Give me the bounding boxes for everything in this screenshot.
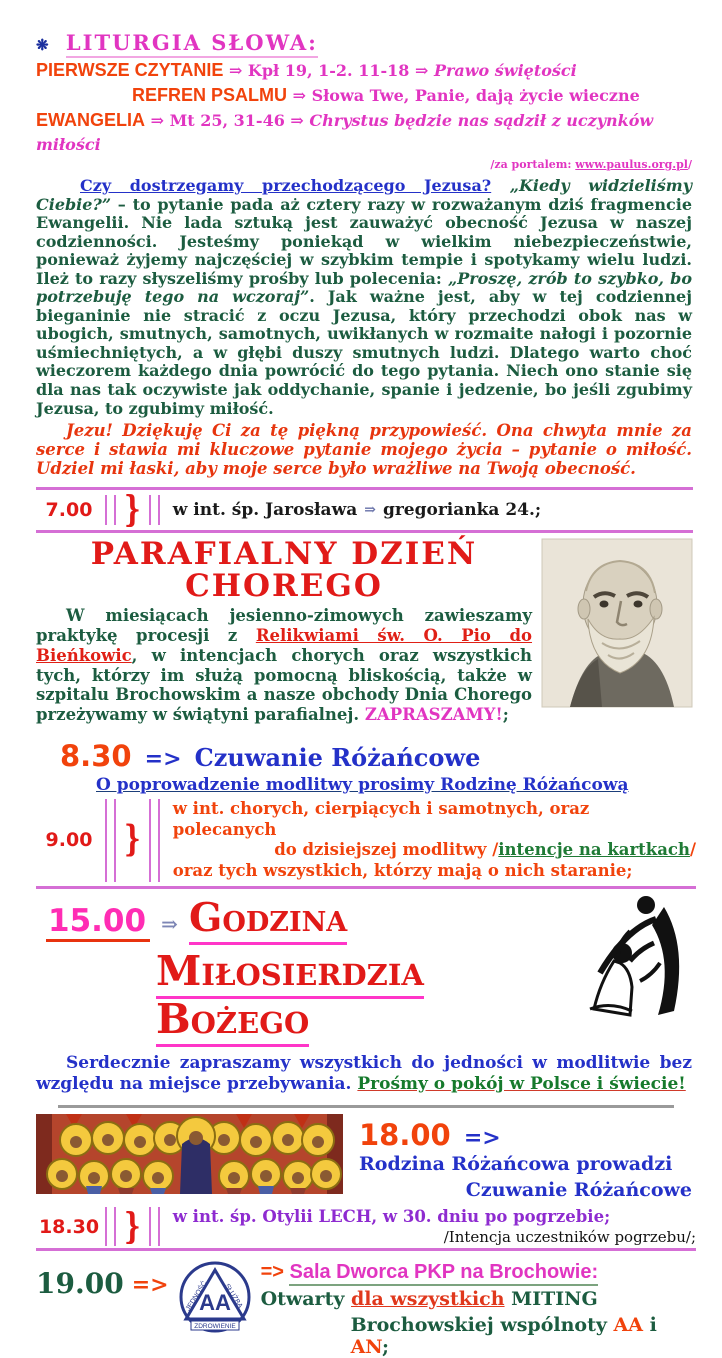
- cta-end: ;: [502, 705, 509, 725]
- psalm-label: REFREN PSALMU: [132, 85, 288, 105]
- vigil-1800-text: [359, 1114, 692, 1203]
- mass-intention: [163, 799, 696, 882]
- intention-line-2-pre: do dzisiejszej modlitwy /: [274, 840, 499, 860]
- meeting-open-line: [261, 1288, 692, 1310]
- meditation-lead-question: Czy dostrzegamy przechodzącego Jezusa?: [80, 176, 492, 195]
- arrow-icon: ⇒: [292, 86, 306, 105]
- arrow-icon: ⇒: [290, 111, 304, 130]
- community-pre: Brochowskiej wspólnoty: [350, 1314, 614, 1337]
- community-mid: i: [643, 1314, 657, 1337]
- rosary-family-note: O poprowadzenie modlitwy prosimy Rodzinę Różańcową: [96, 775, 629, 796]
- open-post: MITING: [504, 1288, 598, 1311]
- mass-intention: [163, 1207, 696, 1246]
- gospel-label: EWANGELIA: [36, 110, 146, 130]
- source-line: [36, 158, 692, 171]
- meeting-1900-text: [261, 1259, 692, 1358]
- mass-time: 9.00: [45, 829, 93, 852]
- arrow-icon: ⇒: [161, 911, 178, 936]
- meeting-time: 19.00: [36, 1267, 124, 1301]
- funeral-intention-note: /Intencja uczestników pogrzebu/;: [443, 1228, 696, 1247]
- liturgy-title-row: [36, 30, 692, 55]
- vigil-1800-line2: Czuwanie Różańcowe: [465, 1178, 692, 1201]
- arrow-icon: ⇒: [150, 111, 164, 130]
- divider-line: [105, 1207, 116, 1246]
- vigil-830-time: 8.30: [60, 739, 132, 774]
- meeting-community-line: [261, 1314, 692, 1358]
- intentions-on-cards: intencje na kartkach: [498, 840, 690, 860]
- peace-prayer-text: Prośmy o pokój w Polsce i świecie!: [357, 1073, 686, 1094]
- brace-glyph: }: [124, 489, 141, 531]
- intention-line-3: oraz tych wszystkich, którzy mają o nich staranie;: [172, 860, 633, 880]
- meditation-text-2: . Jak ważne jest, aby w tej codziennej bieganinie nie stracić z oczu Jezusa, który przechodzi obok nas w ubogich, smutnych, samotnych, uwikłanych w rozmaite nałogi i pozornie uśmiechniętych, a w głębi duszy smutnych ludzi. Dlatego warto choć wieczorem każdego dnia powrócić do tego pytania. Niech ono stanie się dla nas tak oczywiste jak oddychanie, spanie i jedzenie, bo jeśli zgubimy Jezusa, to zgubimy miłość.: [36, 287, 693, 418]
- first-reading-title: Prawo świętości: [433, 61, 577, 80]
- aa-community-logo: [177, 1259, 253, 1335]
- aa-logo-word-right: SŁUŻBA: [222, 1283, 244, 1310]
- intention-text: w int. śp. Jarosława: [172, 500, 358, 521]
- divider-line: [105, 495, 116, 525]
- sick-day-title-line1: PARAFIALNY DZIEŃ: [90, 536, 478, 573]
- mass-row-900: [36, 799, 696, 889]
- aa-logo-word-bottom: ZDROWIENIE: [193, 1323, 236, 1331]
- arrow-icon: =>: [131, 1272, 169, 1299]
- mass-time: 18.30: [38, 1215, 100, 1238]
- brace-glyph: }: [124, 1206, 141, 1248]
- mercy-time: 15.00: [46, 903, 150, 942]
- arrow-icon: =>: [260, 1261, 284, 1284]
- meeting-1900-row: [36, 1259, 692, 1358]
- mercy-hour-section: [36, 895, 692, 1096]
- divider-line: [105, 799, 116, 882]
- meeting-venue-line: [261, 1261, 692, 1284]
- source-prefix: /za portalem:: [490, 158, 576, 171]
- sick-day-text: W miesiącach jesienno-zimowych zawieszamy praktykę procesji z: [36, 606, 532, 646]
- relics-highlight: Relikwiami św. O. Pio do Bieńkowic: [36, 626, 533, 665]
- sick-day-title-line2: CHOREGO: [185, 567, 383, 604]
- prayer-paragraph: Jezu! Dziękuję Ci za tę piękną przypowieść. Ona chwyta mnie za serce i stawia mi kluczowe pytanie mojego życia – pytanie o miłość. Udziel mi łaski, aby moje serce było wrażliwe na Twoją obecność.: [36, 421, 692, 479]
- sick-day-title: [36, 536, 542, 604]
- arrow-icon: =>: [144, 746, 182, 773]
- divider-line: [149, 799, 160, 882]
- vigil-830-row: [60, 739, 692, 773]
- community-end: ;: [382, 1336, 390, 1358]
- sick-day-text-cont: , w intencjach chorych oraz wszystkich tych, którzy im służą pomocną bliskością, także w szpitalu Brochowskim a nasze obchody Dnia Chorego przeżywamy w świątyni parafialnej.: [36, 645, 532, 725]
- psalm-row: [132, 83, 692, 108]
- meditation-paragraph: [36, 177, 692, 418]
- divider-line: [149, 495, 160, 525]
- for-everyone-highlight: dla wszystkich: [351, 1288, 505, 1311]
- invitation-cta: ZAPRASZAMY!: [364, 705, 503, 725]
- flower-bullet-icon: ❋: [36, 36, 49, 54]
- mass-time: 7.00: [45, 499, 93, 522]
- padre-pio-portrait: [542, 539, 692, 707]
- sick-day-paragraph: [36, 606, 576, 725]
- intention-line-2-post: /: [689, 840, 696, 860]
- arrow-icon: ⇒: [228, 61, 243, 80]
- open-pre: Otwarty: [260, 1288, 351, 1311]
- mercy-invitation: [36, 1053, 692, 1096]
- brace-glyph: }: [124, 820, 141, 861]
- section-divider: [58, 1105, 674, 1108]
- liturgy-section: [36, 30, 692, 171]
- intention-detail: gregorianka 24.;: [382, 500, 542, 521]
- mass-row-1830: [36, 1207, 696, 1251]
- first-reading-ref: Kpł 19, 1-2. 11-18: [247, 61, 410, 80]
- arrow-icon: ⇒: [364, 502, 376, 519]
- divider-line: [149, 1207, 160, 1246]
- mass-row-700: [36, 487, 693, 533]
- source-suffix: /: [687, 158, 692, 171]
- gospel-row: [36, 108, 692, 157]
- aa-abbrev: AA: [613, 1314, 644, 1337]
- gospel-quote-1: „Kiedy widzieliśmy Ciebie?”: [36, 176, 692, 214]
- mercy-title-word2: Miłosierdzia Bożego: [156, 947, 424, 1047]
- vigil-1800-line1: Rodzina Różańcowa prowadzi: [359, 1153, 673, 1176]
- intention-line-2: [173, 840, 696, 861]
- vigil-1800-row: [36, 1114, 692, 1203]
- gospel-quote-2: „Proszę, zrób to szybko, bo potrzebuję tego na wczoraj”: [36, 268, 693, 307]
- gospel-title: Chrystus będzie nas sądził z uczynków miłości: [36, 111, 654, 154]
- divine-mercy-embrace-illustration: [570, 891, 692, 1019]
- invitation-blue-text: Serdecznie zapraszamy wszystkich do jedności w modlitwie bez względu na miejsce przebywania.: [36, 1052, 692, 1094]
- mass-intention: [163, 495, 541, 525]
- first-reading-row: [36, 58, 692, 83]
- aa-logo-word-left: JEDNOŚĆ: [184, 1280, 209, 1313]
- sick-day-section: [36, 536, 692, 725]
- source-link[interactable]: www.paulus.org.pl: [575, 158, 688, 171]
- intention-line-1: w int. chorych, cierpiących i samotnych, oraz polecanych: [172, 799, 590, 839]
- arrow-icon: =>: [463, 1125, 501, 1152]
- pentecost-icon-mary-and-apostles: [36, 1114, 343, 1194]
- intention-text: w int. śp. Otylii LECH, w 30. dniu po pogrzebie;: [172, 1207, 611, 1227]
- vigil-830-title: Czuwanie Różańcowe: [194, 743, 481, 773]
- gospel-ref: Mt 25, 31-46: [169, 111, 285, 130]
- meeting-venue: Sala Dworca PKP na Brochowie:: [289, 1261, 598, 1286]
- psalm-text: Słowa Twe, Panie, dają życie wieczne: [311, 86, 640, 105]
- mercy-title-word1: Godzina: [189, 895, 347, 945]
- aa-logo-letters: AA: [198, 1290, 231, 1316]
- first-reading-label: PIERWSZE CZYTANIE: [36, 60, 224, 80]
- vigil-1800-time: 18.00: [359, 1118, 451, 1153]
- arrow-icon: ⇒: [414, 61, 429, 80]
- meditation-text-1: – to pytanie pada aż cztery razy w rozważanym dziś fragmencie Ewangelii. Nie lada sztuką jest zauważyć obecność Jezusa w naszej codzienności. Jesteśmy poniekąd w wielkim niebezpieczeństwie, ponieważ żyjemy najczęściej w szybkim tempie i spotykamy wielu ludzi. Ileż to razy słyszeliśmy prośby lub polecenia:: [36, 194, 692, 288]
- an-abbrev: AN: [350, 1336, 382, 1358]
- liturgy-title: LITURGIA SŁOWA:: [66, 30, 318, 58]
